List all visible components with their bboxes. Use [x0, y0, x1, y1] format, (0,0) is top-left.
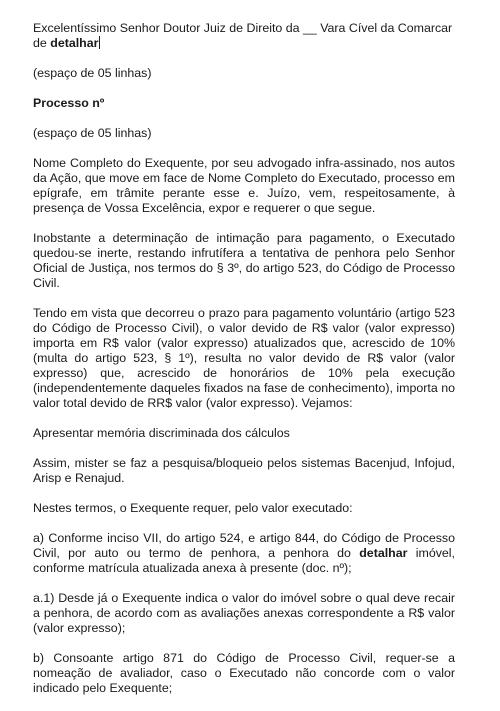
- intro-paragraph: Nome Completo do Exequente, por seu advogado infra-assinado, nos autos da Ação, que move em face de Nome Completo do Executado, processo em epígrafe, em trâmite perante esse e. Juízo, vem, respeitosamente, à presença de Vossa Excelência, expor e requerer o que segue.: [33, 156, 455, 215]
- court-address-bold: detalhar: [50, 36, 99, 50]
- document-body: [33, 21, 455, 711]
- court-address: [33, 21, 455, 51]
- process-heading: Processo nº: [33, 96, 105, 110]
- paragraph-inertia: Inobstante a determinação de intimação para pagamento, o Executado quedou-se inerte, restando infrutífera a tentativa de penhora pelo Senhor Oficial de Justiça, nos termos do § 3º, do artigo 523, do Código de Processo Civil.: [33, 231, 455, 290]
- item-a-start: a) Conforme inciso VII, do artigo 524, e artigo 844, do Código de Processo Civil, por auto ou termo de penhora, a penhora do: [33, 531, 455, 560]
- paragraph-systems: Assim, mister se faz a pesquisa/bloqueio pelos sistemas Bacenjud, Infojud, Arisp e Renajud.: [33, 456, 455, 485]
- item-a1: a.1) Desde já o Exequente indica o valor do imóvel sobre o qual deve recair a penhora, de acordo com as avaliações anexas correspondente a R$ valor (valor expresso);: [33, 591, 455, 635]
- text-cursor: [99, 36, 100, 49]
- spacing-note-2: (espaço de 05 linhas): [33, 126, 152, 140]
- paragraph-values: Tendo em vista que decorreu o prazo para pagamento voluntário (artigo 523 do Código de Processo Civil), o valor devido de R$ valor (valor expresso) importa em R$ valor (valor expresso) atualizados que, acrescido de 10% (multa do artigo 523, § 1º), resulta no valor devido de R$ valor (valor expresso) que, acrescido de honorários de 10% pela execução (independentemente daqueles fixados na fase de conhecimento), importa no valor total devido de RR$ valor (valor expresso). Vejamos:: [33, 306, 455, 410]
- item-a: [33, 531, 455, 576]
- paragraph-request-intro: Nestes termos, o Exequente requer, pelo valor executado:: [33, 501, 353, 515]
- court-address-text: Excelentíssimo Senhor Doutor Juiz de Direito da __ Vara Cível da Comarcar de: [33, 21, 453, 50]
- spacing-note-1: (espaço de 05 linhas): [33, 66, 152, 80]
- item-b: b) Consoante artigo 871 do Código de Processo Civil, requer-se a nomeação de avaliador, caso o Executado não concorde com o valor indicado pelo Exequente;: [33, 651, 455, 695]
- item-a-bold: detalhar: [359, 546, 408, 560]
- paragraph-calculations: Apresentar memória discriminada dos cálculos: [33, 426, 290, 440]
- item-a-end: imóvel, conforme matrícula atualizada anexa à presente (doc. nº);: [33, 546, 455, 575]
